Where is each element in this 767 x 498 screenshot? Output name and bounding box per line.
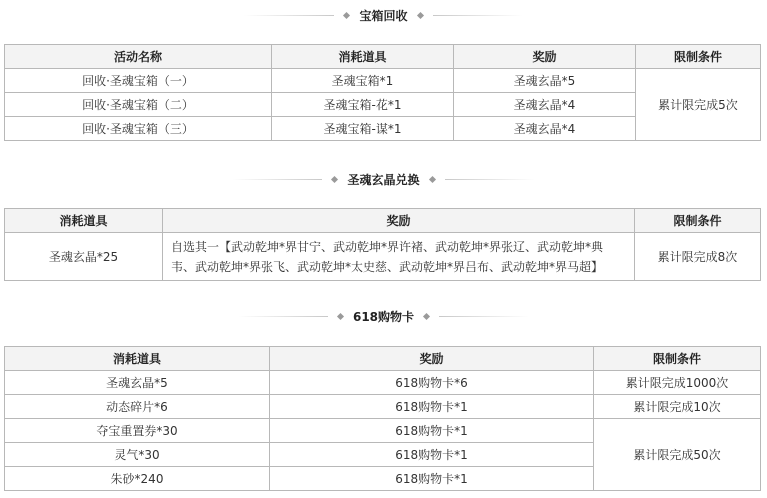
cost-cell: 圣魂宝箱-花*1 <box>272 93 454 117</box>
title-divider-right <box>433 15 523 16</box>
activity-name-cell: 回收·圣魂宝箱（一） <box>5 69 272 93</box>
column-header: 消耗道具 <box>5 347 270 371</box>
column-header: 限制条件 <box>594 347 761 371</box>
activity-name-cell: 回收·圣魂宝箱（三） <box>5 117 272 141</box>
column-header: 限制条件 <box>636 45 761 69</box>
column-header: 奖励 <box>163 209 635 233</box>
diamond-icon <box>343 11 350 18</box>
cost-cell: 夺宝重置券*30 <box>5 419 270 443</box>
column-header: 消耗道具 <box>272 45 454 69</box>
reward-cell: 圣魂玄晶*4 <box>454 93 636 117</box>
table-header-row <box>5 45 761 69</box>
column-header: 奖励 <box>270 347 594 371</box>
section-heading: 618购物卡 <box>352 309 415 324</box>
column-header: 活动名称 <box>5 45 272 69</box>
reward-text-line: 自选其一【武动乾坤*界甘宁、武动乾坤*界许褚、武动乾坤*界张辽、武动乾坤*典 <box>171 239 604 254</box>
cost-cell: 圣魂玄晶*25 <box>5 233 163 281</box>
reward-cell: 618购物卡*6 <box>270 371 594 395</box>
diamond-icon <box>423 312 430 319</box>
reward-cell: 618购物卡*1 <box>270 395 594 419</box>
column-header: 奖励 <box>454 45 636 69</box>
table-row <box>5 419 761 443</box>
cost-cell: 动态碎片*6 <box>5 395 270 419</box>
limit-cell: 累计限完成8次 <box>635 233 761 281</box>
reward-cell: 圣魂玄晶*4 <box>454 117 636 141</box>
table-header-row <box>5 347 761 371</box>
reward-text-line: 韦、武动乾坤*界张飞、武动乾坤*太史慈、武动乾坤*界吕布、武动乾坤*界马超】 <box>171 259 604 274</box>
diamond-icon <box>337 312 344 319</box>
table-row <box>5 371 761 395</box>
reward-cell: 618购物卡*1 <box>270 419 594 443</box>
limit-cell: 累计限完成5次 <box>636 69 761 141</box>
title-divider-right <box>445 179 535 180</box>
column-header: 消耗道具 <box>5 209 163 233</box>
shopping-card-table <box>4 346 761 491</box>
reward-cell: 618购物卡*1 <box>270 443 594 467</box>
reward-cell: 618购物卡*1 <box>270 467 594 491</box>
title-divider-left <box>238 316 328 317</box>
table-header-row <box>5 209 761 233</box>
cost-cell: 朱砂*240 <box>5 467 270 491</box>
diamond-icon <box>331 175 338 182</box>
section-heading: 圣魂玄晶兑换 <box>347 172 420 187</box>
reward-cell: 圣魂玄晶*5 <box>454 69 636 93</box>
title-divider-right <box>439 316 529 317</box>
diamond-icon <box>416 11 423 18</box>
box-recycle-table <box>4 44 761 141</box>
cost-cell: 圣魂宝箱-谋*1 <box>272 117 454 141</box>
section-title-shopping-card <box>0 307 767 325</box>
cost-cell: 灵气*30 <box>5 443 270 467</box>
table-row <box>5 395 761 419</box>
limit-cell: 累计限完成1000次 <box>594 371 761 395</box>
diamond-icon <box>428 175 435 182</box>
limit-cell: 累计限完成50次 <box>594 419 761 491</box>
reward-cell <box>163 233 635 281</box>
limit-cell: 累计限完成10次 <box>594 395 761 419</box>
section-title-crystal-exchange <box>0 170 767 188</box>
table-row <box>5 233 761 281</box>
cost-cell: 圣魂玄晶*5 <box>5 371 270 395</box>
section-heading: 宝箱回收 <box>359 8 408 23</box>
crystal-exchange-table <box>4 208 761 281</box>
title-divider-left <box>244 15 334 16</box>
column-header: 限制条件 <box>635 209 761 233</box>
title-divider-left <box>232 179 322 180</box>
table-row <box>5 69 761 93</box>
cost-cell: 圣魂宝箱*1 <box>272 69 454 93</box>
activity-name-cell: 回收·圣魂宝箱（二） <box>5 93 272 117</box>
section-title-box-recycle <box>0 6 767 24</box>
